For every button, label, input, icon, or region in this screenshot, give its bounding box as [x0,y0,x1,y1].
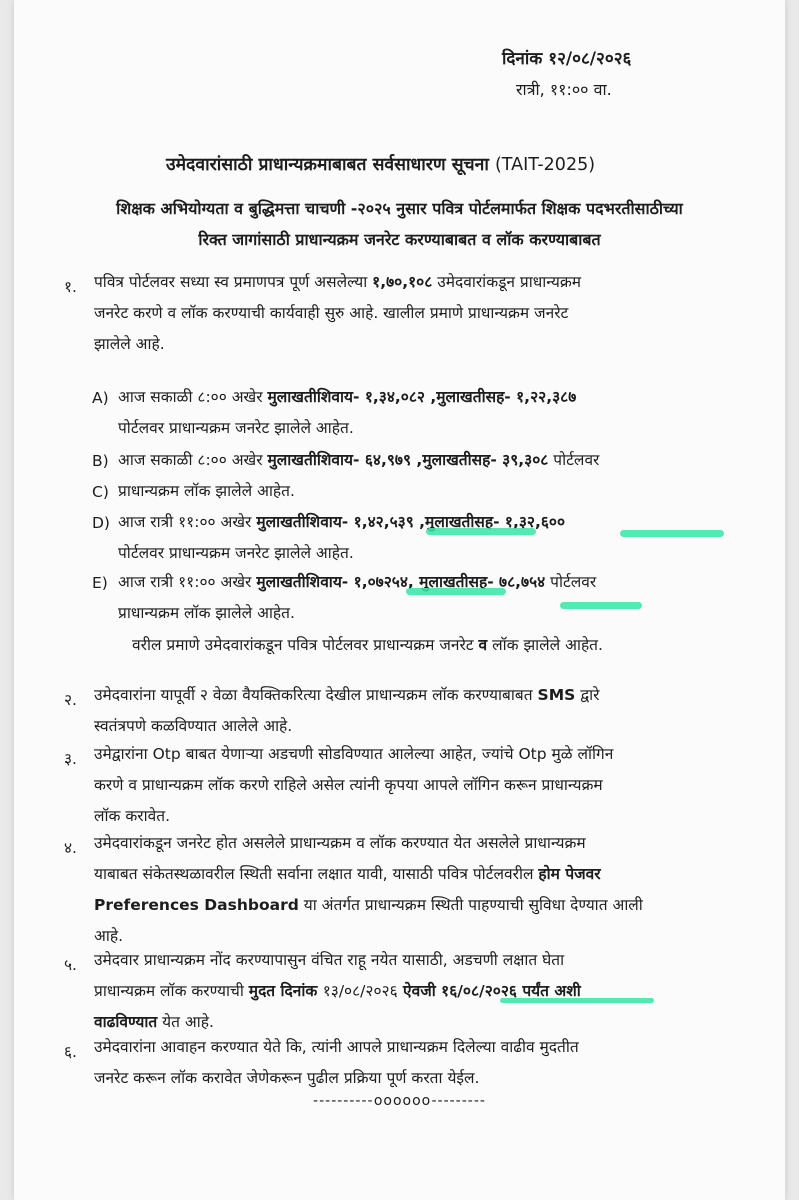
candidate-count: १,७०,१०८ [372,273,433,291]
point-6-number: ६. [64,1043,77,1061]
end-separator: ----------oooooo--------- [313,1093,486,1109]
subtitle-line-2: रिक्त जागांसाठी प्राधान्यक्रम जनरेट करण्याबाबत व लॉक करण्याबाबत [198,230,601,249]
highlight-mark [560,602,642,609]
highlight-mark [426,528,536,535]
notice-date: दिनांक १२/०८/२०२६ [502,49,632,69]
highlight-mark [620,530,724,537]
item-d: आज रात्री ११:०० अखेर मुलाखतीशिवाय- १,४२,५३९ ,मुलाखतीसह- १,३२,६०० पोर्टलवर प्राधान्यक्रम जनरेट झालेले आहेत. [118,513,566,562]
point-3: उमेद्वारांना Otp बाबत येणाऱ्या अडचणी सोडविण्यात आलेल्या आहेत, ज्यांचे Otp मुळे लॉगिन करणे व प्राधान्यक्रम लॉक करणे राहिले असेल त्यांनी कृपया आपले लॉगिन करून प्राधान्यक्रम लॉक करावेत. [94,745,614,825]
point-5-number: ५. [64,956,77,974]
summary-line: वरील प्रमाणे उमेदवारांकडून पवित्र पोर्टलवर प्राधान्यक्रम जनरेट व लॉक झालेले आहेत. [132,636,603,654]
item-b-figures: मुलाखतीशिवाय- ६४,९७९ ,मुलाखतीसह- ३९,३०८ [267,451,549,469]
extended-deadline: ऐवजी १६/०८/२०२६ पर्यंत अशी [397,982,581,1000]
item-e: आज रात्री ११:०० अखेर मुलाखतीशिवाय- १,०७२५४, मुलाखतीसह- ७८,७५४ पोर्टलवर प्राधान्यक्रम लॉक झालेले आहेत. [118,573,597,622]
item-b: आज सकाळी ८:०० अखेर मुलाखतीशिवाय- ६४,९७९ ,मुलाखतीसह- ३९,३०८ पोर्टलवर [118,451,600,469]
title-main: उमेदवारांसाठी प्राधान्यक्रमाबाबत सर्वसाधारण सूचना [166,155,495,175]
point-1-line-1: पवित्र पोर्टलवर सध्या स्व प्रमाणपत्र पूर्ण असलेल्या १,७०,१०८ उमेदवारांकडून प्राधान्यक्रम [94,273,582,291]
item-e-label: E) [92,574,108,592]
point-1-number: १. [64,278,77,296]
highlight-mark [406,588,506,595]
point-2-number: २. [64,691,77,709]
point-1 [94,267,581,360]
point-1-line-2: जनरेट करणे व लॉक करण्याची कार्यवाही सुरु आहे. खालील प्रमाणे प्राधान्यक्रम जनरेट [94,304,569,322]
point-2: उमेदवारांना यापूर्वी २ वेळा वैयक्तिकरित्या देखील प्राधान्यक्रम लॉक करण्याबाबत SMS द्वारे स्वतंत्रपणे कळविण्यात आलेले आहे. [94,686,600,735]
item-a-figures: मुलाखतीशिवाय- १,३४,०८२ ,मुलाखतीसह- १,२२,३८७ [267,388,577,406]
point-4-number: ४. [64,839,77,857]
item-e-figures: मुलाखतीशिवाय- १,०७२५४, मुलाखतीसह- ७८,७५४ [256,573,546,591]
item-a-label: A) [92,389,109,407]
item-c-label: C) [92,483,109,501]
point-4: उमेदवारांकडून जनरेट होत असलेले प्राधान्यक्रम व लॉक करण्यात येत असलेले प्राधान्यक्रम याबाबत संकेतस्थळावरील स्थिती सर्वाना लक्षात यावी, यासाठी पवित्र पोर्टलवरील होम पेजवर Preferences Dashboard या अंतर्गत प्राधान्यक्रम स्थिती पाहण्याची सुविधा देण्यात आली आहे. [94,834,643,945]
subtitle-line-1: शिक्षक अभियोग्यता व बुद्धिमत्ता चाचणी -२०२५ नुसार पवित्र पोर्टलमार्फत शिक्षक पदभरतीसाठीच्या [116,199,683,218]
point-3-number: ३. [64,750,77,768]
dashboard-name: Preferences Dashboard [94,896,299,914]
document-title [166,152,595,176]
item-d-figures: मुलाखतीशिवाय- १,४२,५३९ ,मुलाखतीसह- १,३२,६०० [256,513,566,531]
item-a: आज सकाळी ८:०० अखेर मुलाखतीशिवाय- १,३४,०८२ ,मुलाखतीसह- १,२२,३८७ पोर्टलवर प्राधान्यक्रम जनरेट झालेले आहेत. [118,388,577,437]
title-code: (TAIT-2025) [494,155,596,175]
point-6: उमेदवारांना आवाहन करण्यात येते कि, त्यांनी आपले प्राधान्यक्रम दिलेल्या वाढीव मुदतीत जनरेट करून लॉक करावेत जेणेकरून पुढील प्रक्रिया पूर्ण करता येईल. [94,1038,579,1087]
notice-time: रात्री, ११:०० वा. [516,80,612,99]
highlight-mark [500,998,654,1003]
point-5: उमेदवार प्राधान्यक्रम नोंद करण्यापासुन वंचित राहू नयेत यासाठी, अडचणी लक्षात घेता प्राधान्यक्रम लॉक करण्याची मुदत दिनांक १३/०८/२०२६ ऐवजी १६/०८/२०२६ पर्यंत अशी वाढविण्यात येत आहे. [94,951,581,1031]
document-page [14,0,785,1200]
item-b-label: B) [92,452,109,470]
item-d-label: D) [92,514,110,532]
point-1-line-3: झालेले आहे. [94,335,165,353]
item-c: प्राधान्यक्रम लॉक झालेले आहेत. [118,482,295,500]
